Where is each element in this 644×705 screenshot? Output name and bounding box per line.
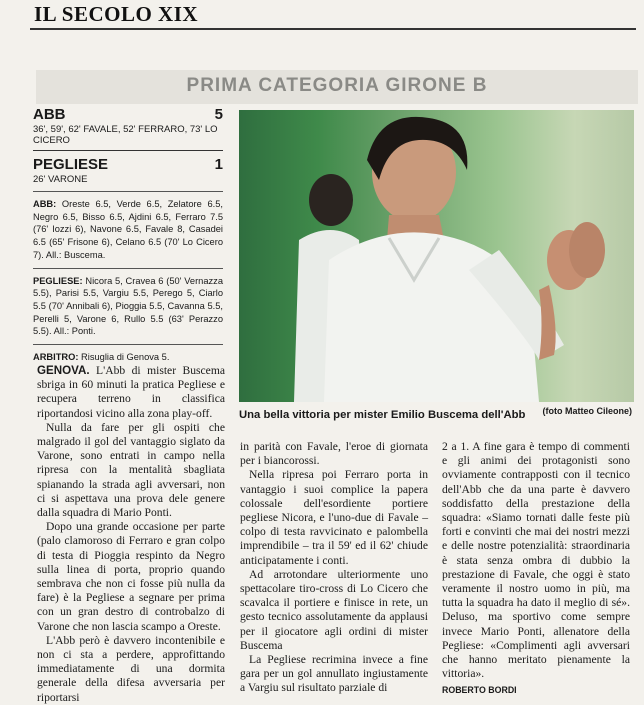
photo-caption: [239, 405, 634, 423]
coach-photo-illustration: [239, 110, 634, 402]
referee-label: ARBITRO:: [33, 352, 79, 363]
home-scorers: 36', 59', 62' FAVALE, 52' FERRARO, 73' LO CICERO: [33, 124, 218, 146]
home-team-row: [33, 106, 223, 123]
divider: [33, 268, 223, 269]
referee: [33, 351, 223, 364]
caption-text: Una bella vittoria per mister Emilio Buscema dell'Abb: [239, 409, 526, 421]
paragraph: Dopo una grande occasione per parte (palo clamoroso di Ferraro e gran colpo di testa di Pioggia respinto da Negro sulla linea di porta, proprio quando sembrava che non ci fosse più nulla da fare) è la Pegliese a segnare per prima con un gran destro di controbalzo di Varone che non lascia scampo a Oreste.: [37, 520, 225, 633]
dateline: GENOVA.: [37, 364, 90, 377]
abb-lineup: [33, 198, 223, 262]
away-team-row: [33, 156, 223, 173]
away-scorers: 26' VARONE: [33, 174, 88, 185]
score-box: [33, 106, 223, 364]
home-team-name: ABB: [33, 106, 66, 123]
article-lead: [37, 364, 225, 421]
divider: [33, 344, 223, 345]
away-team-name: PEGLIESE: [33, 156, 109, 173]
article-column-1: [37, 364, 225, 705]
masthead-rule: [30, 28, 636, 30]
article-column-2: [240, 440, 428, 696]
pegliese-label: PEGLIESE:: [33, 275, 83, 286]
away-team-score: 1: [214, 156, 223, 173]
pegliese-lineup-text: Nicora 5, Cravea 6 (50' Vernazza 5.5), Parisi 5.5, Vargiu 5.5, Perego 5, Ciarlo 5.5 (70' Annibali 6), Pioggia 5.5, Cavanna 5.5, Perelli 5, Varone 6, Rullo 5.5 (63' Perazzo 5.5). All.: Ponti.: [33, 275, 223, 337]
referee-text: Risuglia di Genova 5.: [81, 352, 170, 363]
paragraph: in parità con Favale, l'eroe di giornata per i biancorossi.: [240, 440, 428, 468]
abb-label: ABB:: [33, 199, 57, 209]
article-column-3: [442, 440, 630, 698]
paragraph: La Pegliese recrimina invece a fine gara per un gol annullato ingiustamente a Vargiu sul risultato parziale di: [240, 653, 428, 695]
pegliese-lineup: [33, 275, 223, 339]
paragraph: Nella ripresa poi Ferraro porta in vantaggio i suoi complice la papera colossale dell'esordiente portiere pegliese Nicora, e l'uno-due di Favale – colpo di testa ravvicinato e palombella imprendibile – tra il 59' ed il 62' chiude anticipatamente i conti.: [240, 468, 428, 567]
section-banner: [36, 70, 638, 104]
paragraph: Nulla da fare per gli ospiti che malgrado il gol del vantaggio siglato da Varone, sono entrati in campo nella ripresa con la mentalità sbagliata spianando la strada agli avversari, non ci si aspettava una prova dele genere dalla squadra di Mario Ponti.: [37, 420, 225, 520]
paragraph: Ad arrotondare ulteriormente uno spettacolare tiro-cross di Lo Cicero che scavalca il portiere e finisce in rete, un gesto tecnico assolutamente da applausi per il giocatore agli ordini di mister Buscema: [240, 567, 428, 652]
home-team-score: 5: [214, 106, 223, 123]
photo-credit: (foto Matteo Cileone): [542, 406, 632, 416]
abb-lineup-text: Oreste 6.5, Verde 6.5, Zelatore 6.5, Negro 6.5, Bisso 6.5, Ajdini 6.5, Ferraro 7.5 (76' Iozzi 6), Navone 6.5, Favale 8, Casadei 6.5 (65' Frisone 6), Celano 6.5 (70' Lo Cicero 7). All.: Buscema.: [33, 199, 223, 260]
divider: [33, 191, 223, 192]
masthead: IL SECOLO XIX: [34, 2, 199, 26]
paragraph: 2 a 1. A fine gara è tempo di commenti e gli animi dei protagonisti sono ovviamente contrapposti con il tecnico dell'Abb che da una parte è davvero soddisfatto della prestazione della squadra: «Siamo tornati dalle feste più forti e convinti che mai dei nostri mezzi e delle nostre potenzialità: straordinaria è stata senza ombra di dubbio la prestazione di Favale, che oggi è stato veramente il nostro uomo in più, ma tutta la squadra ha dato il meglio di sé». Deluso, ma sportivo come sempre invece Mario Ponti, allenatore della Pegliese: «Complimenti agli avversari che hanno meritato pienamente la vittoria».: [442, 440, 630, 681]
paragraph: L'Abb di mister Buscema sbriga in 60 minuti la pratica Pegliese e recupera terreno in classifica riportandosi vicino alla zona play-off.: [37, 364, 225, 420]
section-title: PRIMA CATEGORIA GIRONE B: [186, 75, 488, 96]
coach-photo: [239, 110, 634, 402]
byline: ROBERTO BORDI: [442, 685, 517, 696]
score-divider: [33, 150, 223, 151]
paragraph: L'Abb però è davvero incontenibile e non ci sta a perdere, approfittando immediatamente di una dormita generale della difesa avversaria per riportarsi: [37, 633, 225, 704]
